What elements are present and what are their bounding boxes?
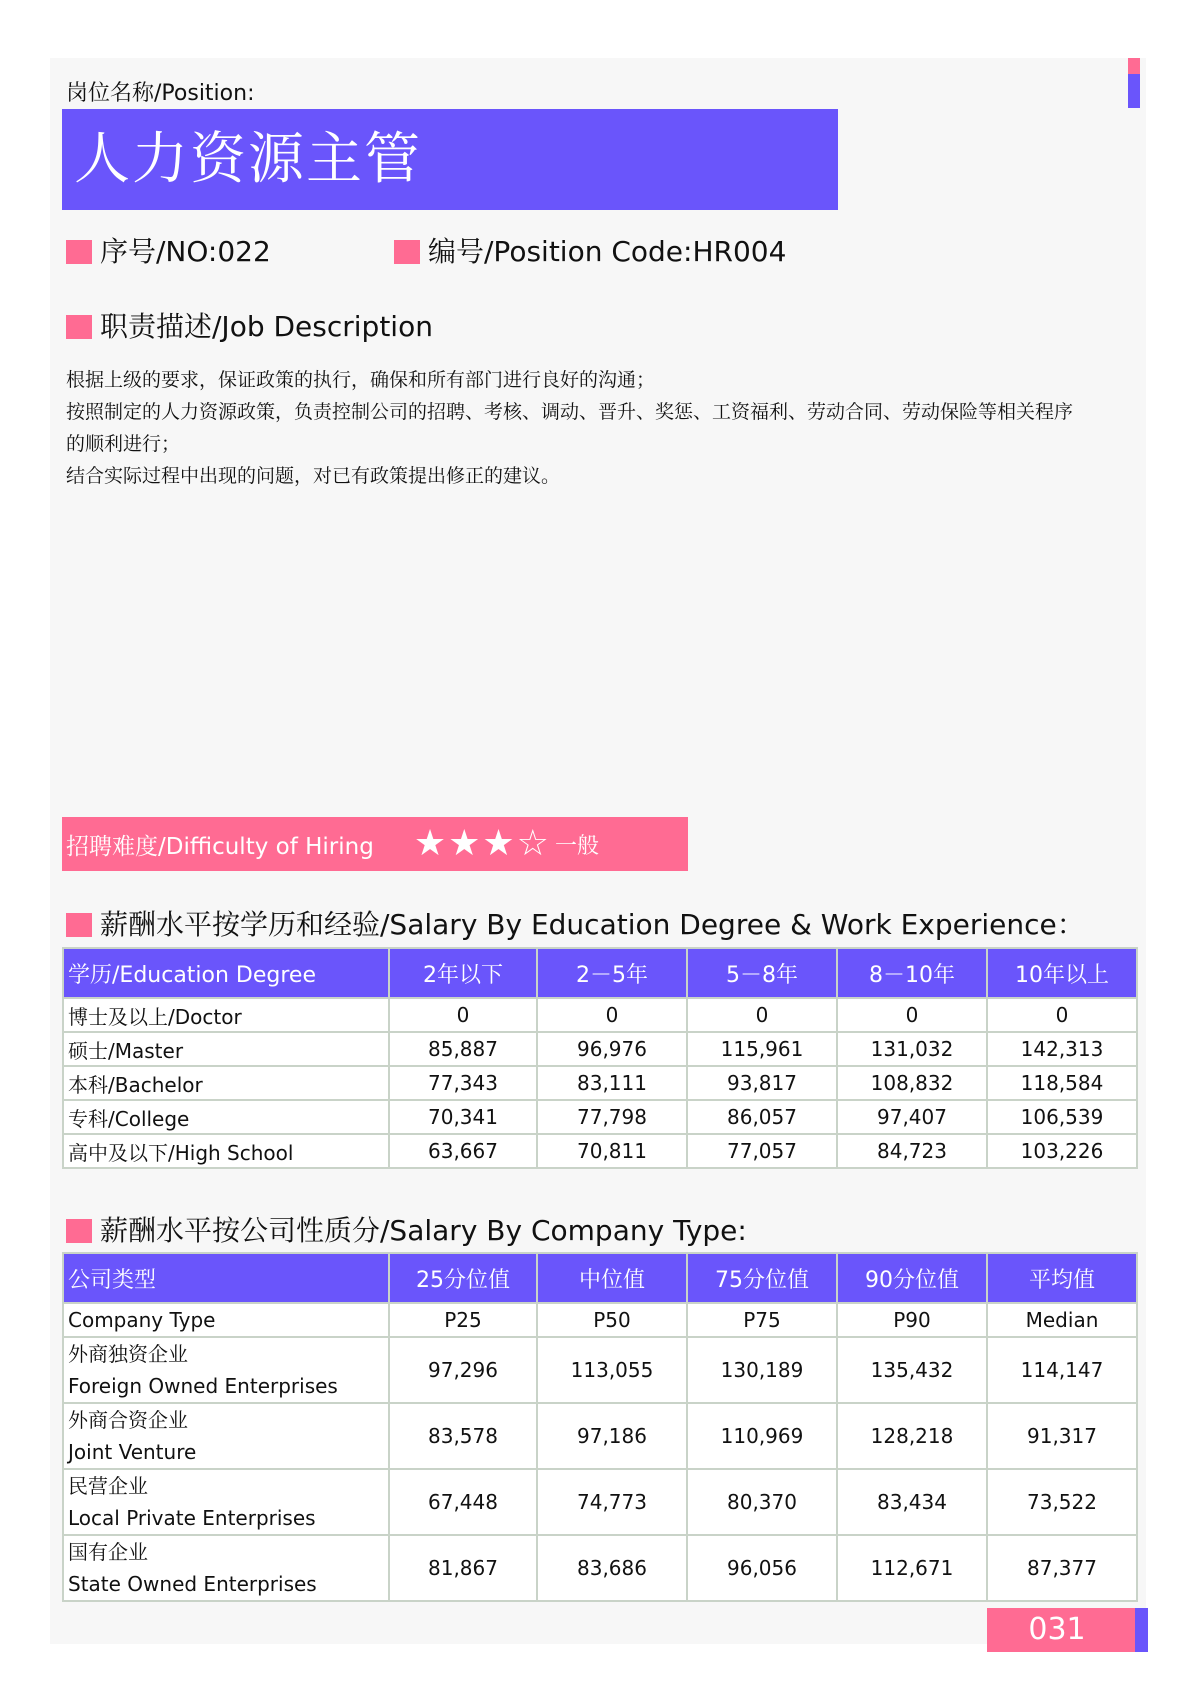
code-field (394, 230, 786, 270)
table-cell: 97,296 (389, 1337, 537, 1403)
column-header: 90分位值 (837, 1253, 987, 1303)
hiring-difficulty-bar (62, 817, 688, 871)
row-label (63, 1337, 389, 1403)
square-bullet-icon (66, 315, 92, 339)
company-type-en: State Owned Enterprises (68, 1572, 317, 1596)
description-line: 的顺利进行； (66, 433, 181, 455)
company-type-en: Foreign Owned Enterprises (68, 1374, 338, 1398)
column-header: 中位值 (537, 1253, 687, 1303)
job-description-heading: 职责描述/Job Description (66, 305, 433, 345)
table-cell: 77,343 (389, 1066, 537, 1100)
row-label: Company Type (63, 1303, 389, 1337)
column-header: 25分位值 (389, 1253, 537, 1303)
table-cell: 110,969 (687, 1403, 837, 1469)
column-header: 10年以上 (987, 948, 1137, 998)
row-label: 专科/College (63, 1100, 389, 1134)
table-cell: P25 (389, 1303, 537, 1337)
column-header: 5－8年 (687, 948, 837, 998)
difficulty-rating (413, 823, 551, 864)
table-cell: 96,056 (687, 1535, 837, 1601)
table-header-row (63, 1253, 1137, 1303)
salary-education-heading: 薪酬水平按学历和经验/Salary By Education Degree & Work Experience： (66, 903, 1085, 943)
row-label: 本科/Bachelor (63, 1066, 389, 1100)
table-row (63, 1469, 1137, 1535)
table-cell: 118,584 (987, 1066, 1137, 1100)
square-bullet-icon (66, 240, 92, 264)
table-cell: 85,887 (389, 1032, 537, 1066)
row-label: 博士及以上/Doctor (63, 998, 389, 1032)
square-bullet-icon (66, 913, 92, 937)
table-header-row (63, 948, 1137, 998)
company-type-cn: 国有企业 (68, 1540, 148, 1564)
table-cell: 80,370 (687, 1469, 837, 1535)
table-cell: 0 (987, 998, 1137, 1032)
number-field (66, 230, 271, 270)
description-line: 根据上级的要求，保证政策的执行，确保和所有部门进行良好的沟通； (66, 369, 656, 391)
company-type-en: Local Private Enterprises (68, 1506, 316, 1530)
column-header: 2－5年 (537, 948, 687, 998)
table-row (63, 1134, 1137, 1168)
row-label: 硕士/Master (63, 1032, 389, 1066)
position-label: 岗位名称/Position: (66, 81, 255, 106)
square-bullet-icon (394, 240, 420, 264)
table-cell: P90 (837, 1303, 987, 1337)
company-type-cn: 民营企业 (68, 1474, 148, 1498)
table-cell: 93,817 (687, 1066, 837, 1100)
table-cell: 96,976 (537, 1032, 687, 1066)
table-cell: 77,798 (537, 1100, 687, 1134)
square-bullet-icon (66, 1219, 92, 1243)
table-cell: 142,313 (987, 1032, 1137, 1066)
star-filled-icon: ★ (482, 823, 515, 864)
column-header: 75分位值 (687, 1253, 837, 1303)
table-cell: P75 (687, 1303, 837, 1337)
table-row (63, 1066, 1137, 1100)
description-line: 结合实际过程中出现的问题，对已有政策提出修正的建议。 (66, 465, 561, 487)
page-number-accent (1135, 1608, 1148, 1652)
table-cell: 130,189 (687, 1337, 837, 1403)
description-line: 按照制定的人力资源政策，负责控制公司的招聘、考核、调动、晋升、奖惩、工资福利、劳动合同、劳动保险等相关程序 (66, 401, 1074, 423)
table-cell: 97,407 (837, 1100, 987, 1134)
column-header: 2年以下 (389, 948, 537, 998)
table-cell: 83,578 (389, 1403, 537, 1469)
corner-accent-pink (1128, 58, 1140, 74)
number-text: 序号/NO:022 (100, 235, 271, 268)
table-cell: 81,867 (389, 1535, 537, 1601)
column-header: 学历/Education Degree (63, 948, 389, 998)
page-number: 031 (987, 1608, 1135, 1652)
row-label (63, 1403, 389, 1469)
table-cell: 0 (837, 998, 987, 1032)
table-cell: 112,671 (837, 1535, 987, 1601)
table-cell: 131,032 (837, 1032, 987, 1066)
table-cell: 103,226 (987, 1134, 1137, 1168)
column-header: 8－10年 (837, 948, 987, 998)
table-cell: 114,147 (987, 1337, 1137, 1403)
table-subheader-row (63, 1303, 1137, 1337)
table-cell: 86,057 (687, 1100, 837, 1134)
row-label (63, 1535, 389, 1601)
table-cell: 70,341 (389, 1100, 537, 1134)
table-cell: 128,218 (837, 1403, 987, 1469)
salary-education-table (62, 947, 1138, 1169)
table-cell: Median (987, 1303, 1137, 1337)
table-cell: 97,186 (537, 1403, 687, 1469)
table-cell: 108,832 (837, 1066, 987, 1100)
position-title: 人力资源主管 (62, 109, 838, 210)
table-cell: 63,667 (389, 1134, 537, 1168)
salary-company-heading: 薪酬水平按公司性质分/Salary By Company Type: (66, 1209, 747, 1249)
table-row (63, 998, 1137, 1032)
column-header: 平均值 (987, 1253, 1137, 1303)
table-row (63, 1403, 1137, 1469)
star-filled-icon: ★ (413, 823, 447, 864)
job-description-text (66, 364, 1146, 492)
table-row (63, 1032, 1137, 1066)
table-cell: 87,377 (987, 1535, 1137, 1601)
table-cell: 106,539 (987, 1100, 1137, 1134)
table-cell: 74,773 (537, 1469, 687, 1535)
table-cell: 83,434 (837, 1469, 987, 1535)
table-cell: 67,448 (389, 1469, 537, 1535)
company-type-cn: 外商独资企业 (68, 1342, 188, 1366)
star-empty-icon: ☆ (516, 823, 549, 864)
table-cell: 83,111 (537, 1066, 687, 1100)
table-row (63, 1535, 1137, 1601)
row-label (63, 1469, 389, 1535)
table-cell: 73,522 (987, 1469, 1137, 1535)
table-cell: 77,057 (687, 1134, 837, 1168)
difficulty-label: 招聘难度/Difficulty of Hiring (66, 833, 374, 860)
table-cell: 91,317 (987, 1403, 1137, 1469)
table-row (63, 1100, 1137, 1134)
table-cell: 84,723 (837, 1134, 987, 1168)
table-cell: 0 (687, 998, 837, 1032)
table-cell: 70,811 (537, 1134, 687, 1168)
corner-accent-purple (1128, 74, 1140, 108)
table-cell: 83,686 (537, 1535, 687, 1601)
table-cell: 0 (537, 998, 687, 1032)
table-row (63, 1337, 1137, 1403)
company-type-cn: 外商合资企业 (68, 1408, 188, 1432)
table-cell: P50 (537, 1303, 687, 1337)
table-cell: 0 (389, 998, 537, 1032)
table-cell: 113,055 (537, 1337, 687, 1403)
star-filled-icon: ★ (448, 823, 481, 864)
row-label: 高中及以下/High School (63, 1134, 389, 1168)
column-header: 公司类型 (63, 1253, 389, 1303)
salary-company-table (62, 1252, 1138, 1602)
code-text: 编号/Position Code:HR004 (428, 235, 787, 268)
table-cell: 115,961 (687, 1032, 837, 1066)
company-type-en: Joint Venture (68, 1440, 197, 1464)
table-cell: 135,432 (837, 1337, 987, 1403)
difficulty-level: 一般 (554, 833, 599, 859)
